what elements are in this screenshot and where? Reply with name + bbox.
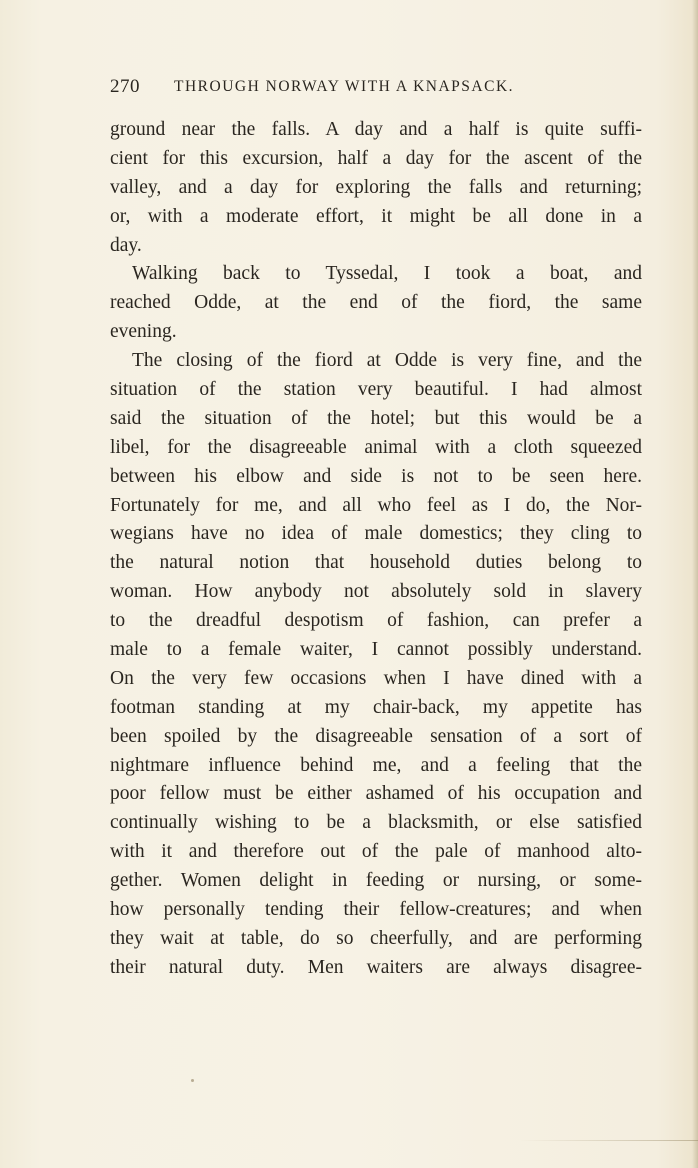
text-line: gether. Women delight in feeding or nursing, or some- <box>110 870 642 892</box>
body-text <box>110 116 642 983</box>
text-line: wegians have no idea of male domestics; they cling to <box>110 523 642 545</box>
text-line: continually wishing to be a blacksmith, or else satisfied <box>110 812 642 834</box>
text-line: valley, and a day for exploring the falls and returning; <box>110 176 642 198</box>
text-line: male to a female waiter, I cannot possibly understand. <box>110 639 642 661</box>
text-line: their natural duty. Men waiters are always disagree- <box>110 956 642 978</box>
text-line: or, with a moderate effort, it might be all done in a <box>110 205 642 227</box>
text-line: the natural notion that household duties belong to <box>110 552 642 574</box>
running-title: THROUGH NORWAY WITH A KNAPSACK. <box>174 78 515 95</box>
paper-fold-mark <box>520 1140 698 1141</box>
text-line: Walking back to Tyssedal, I took a boat, and <box>132 263 642 285</box>
text-line: they wait at table, do so cheerfully, and are performing <box>110 927 642 949</box>
text-line: Fortunately for me, and all who feel as I do, the Nor- <box>110 494 642 516</box>
text-line: evening. <box>110 321 177 343</box>
text-line: day. <box>110 234 142 256</box>
text-line: between his elbow and side is not to be seen here. <box>110 465 642 487</box>
text-line: nightmare influence behind me, and a feeling that the <box>110 754 642 776</box>
running-head <box>110 76 640 102</box>
text-line: been spoiled by the disagreeable sensation of a sort of <box>110 725 642 747</box>
text-line: ground near the falls. A day and a half is quite suffi- <box>110 119 642 140</box>
text-line: reached Odde, at the end of the fiord, the same <box>110 292 642 314</box>
page-number: 270 <box>110 76 140 97</box>
text-line: said the situation of the hotel; but this would be a <box>110 407 642 429</box>
paper-speck <box>191 1079 194 1082</box>
text-line: to the dreadful despotism of fashion, can prefer a <box>110 610 642 632</box>
text-line: On the very few occasions when I have dined with a <box>110 667 642 689</box>
text-line: how personally tending their fellow-creatures; and when <box>110 899 642 921</box>
text-line: situation of the station very beautiful. I had almost <box>110 379 642 401</box>
text-line: The closing of the fiord at Odde is very fine, and the <box>132 350 642 372</box>
text-line: with it and therefore out of the pale of manhood alto- <box>110 841 642 863</box>
text-line: woman. How anybody not absolutely sold in slavery <box>110 581 642 603</box>
text-line: cient for this excursion, half a day for the ascent of the <box>110 147 642 169</box>
page-edge-shadow <box>692 0 698 1168</box>
text-line: libel, for the disagreeable animal with a cloth squeezed <box>110 436 642 458</box>
text-line: poor fellow must be either ashamed of his occupation and <box>110 783 642 805</box>
text-line: footman standing at my chair-back, my appetite has <box>110 696 642 718</box>
